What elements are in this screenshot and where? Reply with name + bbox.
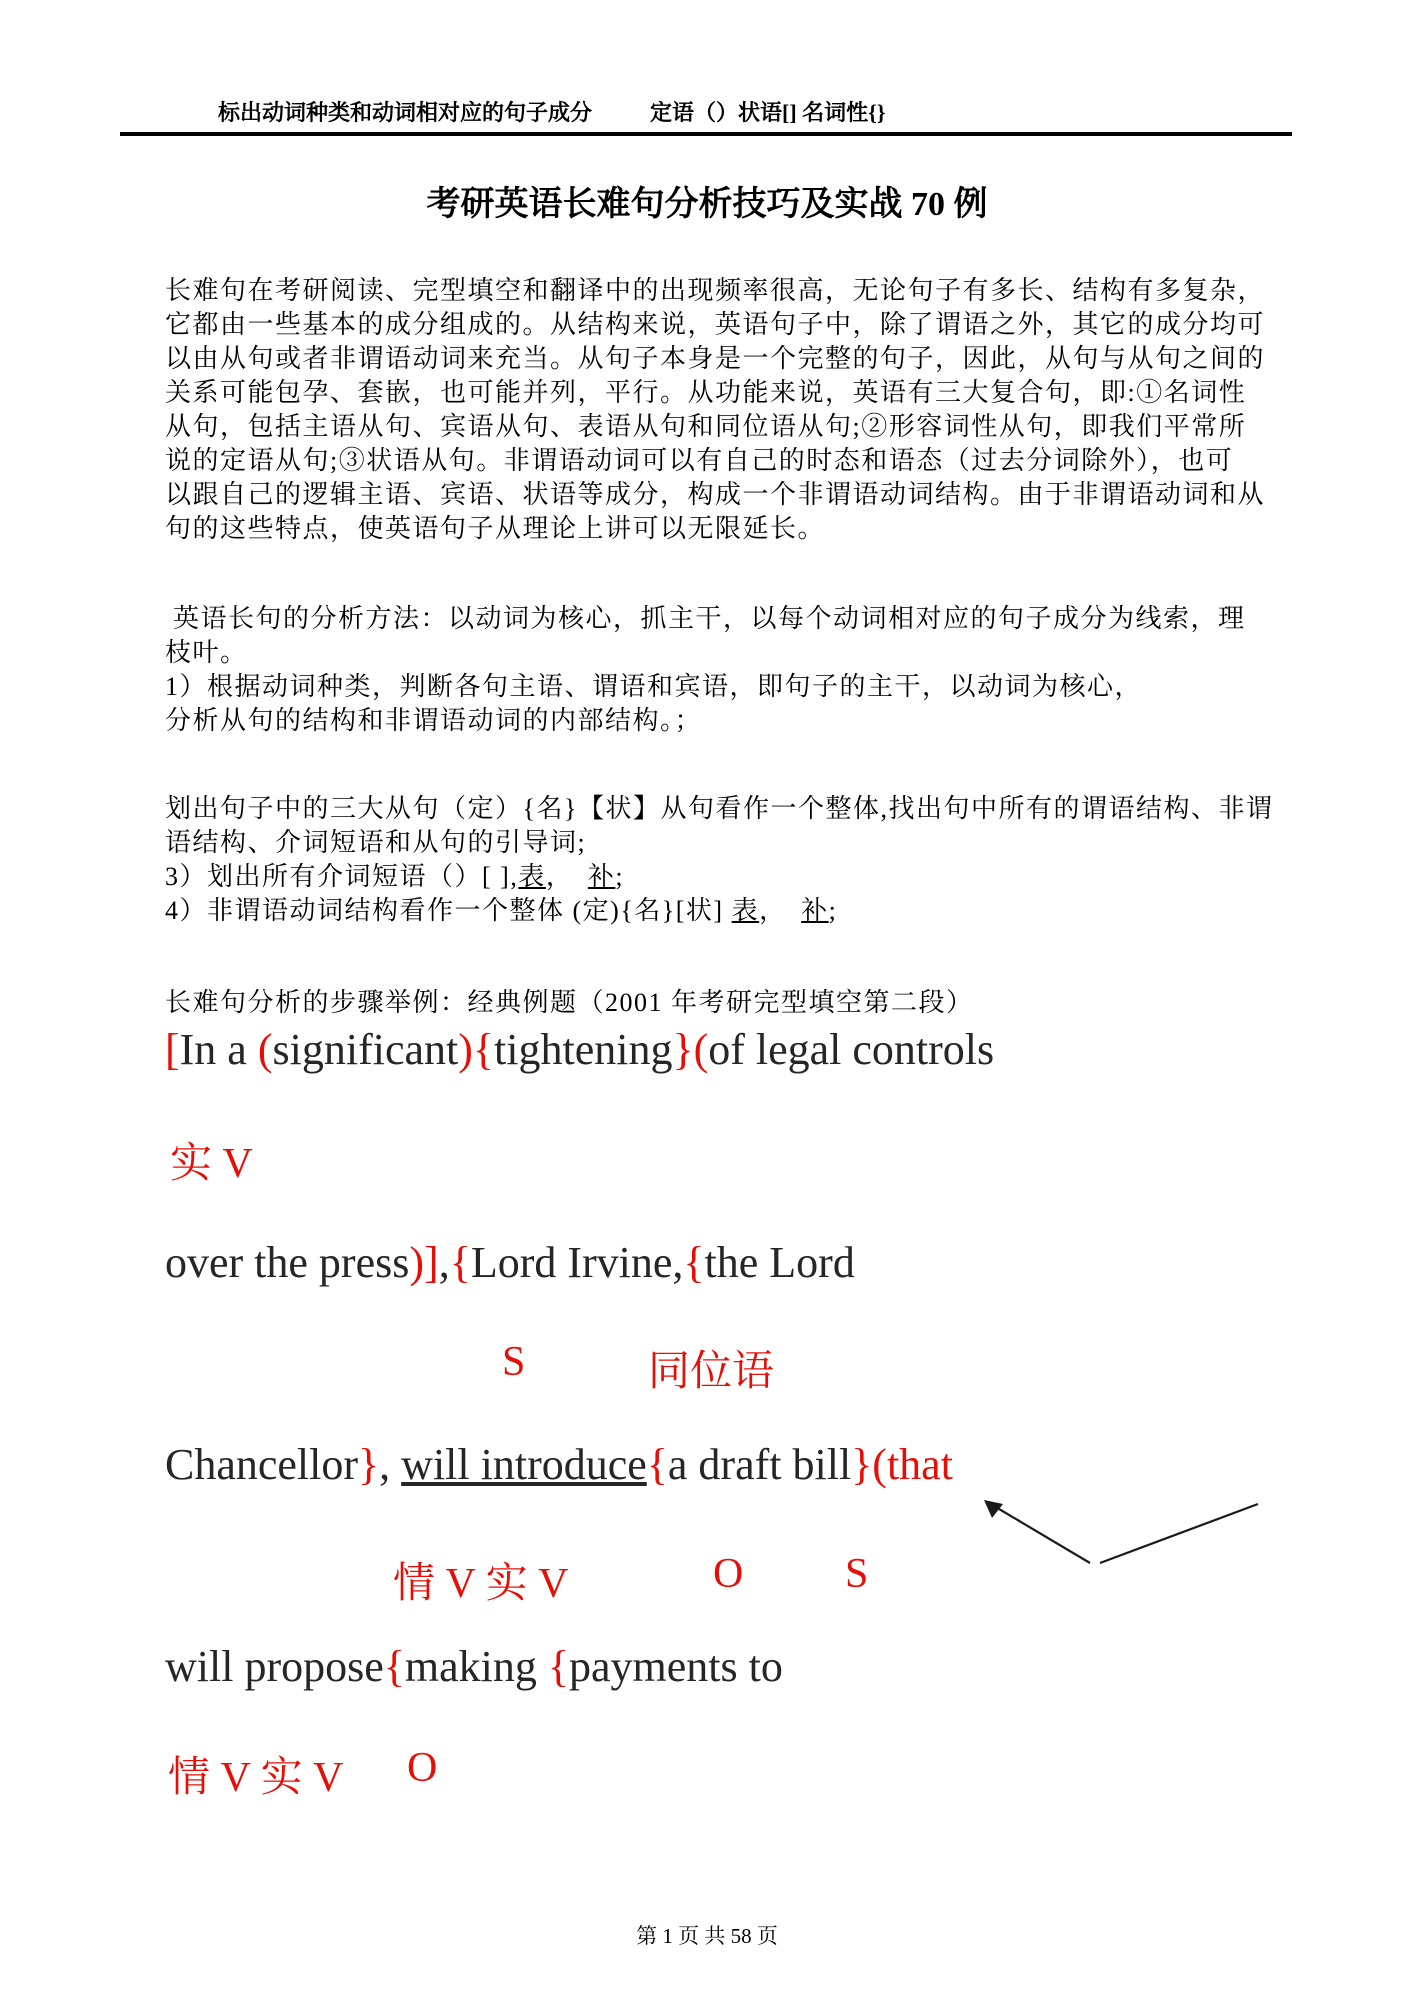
text-segment: { — [383, 1642, 405, 1691]
text-segment: [ — [165, 1025, 180, 1074]
text-segment: { — [449, 1238, 471, 1287]
text-segment: 3）划出所有介词短语（）[ ], — [165, 862, 519, 891]
body-line: 从句，包括主语从句、宾语从句、表语从句和同位语从句;②形容词性从句，即我们平常所 — [165, 412, 1247, 441]
sentence-line-4 — [165, 1641, 783, 1694]
text-segment: a draft bill — [667, 1440, 852, 1489]
text-segment: 补 — [801, 896, 829, 925]
text-segment: tightening — [494, 1025, 673, 1074]
text-segment: { — [646, 1440, 668, 1489]
body-line: 划出句子中的三大从句（定）{名}【状】从句看作一个整体,找出句中所有的谓语结构、非谓 — [165, 794, 1274, 823]
body-line: 1）根据动词种类，判断各句主语、谓语和宾语，即句子的主干，以动词为核心， — [165, 672, 1143, 701]
text-segment: ， — [545, 862, 588, 891]
annotation-object-2: O — [407, 1745, 438, 1791]
body-line: 以由从句或者非谓语动词来充当。从句子本身是一个完整的句子，因此，从句与从句之间的 — [165, 344, 1266, 373]
text-segment: ; — [828, 896, 838, 925]
example-intro-line: 长难句分析的步骤举例：经典例题（2001 年考研完型填空第二段） — [165, 988, 974, 1017]
page-number: 第 1 页 共 58 页 — [636, 1924, 778, 1948]
reference-arrows — [940, 1488, 1270, 1573]
text-segment: 补 — [587, 862, 616, 891]
page-title: 考研英语长难句分析技巧及实战 70 例 — [426, 186, 988, 223]
text-segment: ; — [615, 862, 625, 891]
text-segment: will propose — [165, 1642, 384, 1691]
text-segment: ( — [257, 1025, 273, 1074]
text-segment: Lord Irvine, — [470, 1238, 684, 1287]
sentence-line-3 — [165, 1439, 953, 1492]
sentence-line-1 — [165, 1024, 994, 1077]
body-line: 句的这些特点，使英语句子从理论上讲可以无限延长。 — [165, 514, 826, 543]
annotation-subject: S — [502, 1339, 526, 1385]
body-line: 语结构、介词短语和从句的引导词; — [165, 828, 587, 857]
body-line — [165, 860, 1265, 894]
annotation-shi-v: 实 V — [170, 1141, 253, 1187]
body-line: 英语长句的分析方法：以动词为核心，抓主干，以每个动词相对应的句子成分为线索，理 — [165, 604, 1246, 633]
body-line: 关系可能包孕、套嵌，也可能并列，平行。从功能来说，英语有三大复合句，即:①名词性 — [165, 378, 1247, 407]
text-segment: )] — [409, 1238, 439, 1287]
annotation-object: O — [713, 1551, 744, 1597]
header-right-text: 定语（）状语[] 名词性{} — [650, 100, 886, 125]
annotation-apposition: 同位语 — [648, 1349, 775, 1395]
text-segment: ){ — [458, 1025, 495, 1074]
header-rule — [120, 132, 1292, 136]
text-segment: will introduce — [401, 1440, 647, 1489]
paragraph-method — [165, 602, 1265, 738]
text-segment: 表 — [731, 896, 760, 925]
body-line — [165, 894, 1265, 928]
text-segment: } — [358, 1440, 380, 1489]
text-segment: 表 — [518, 862, 546, 891]
paragraph-intro — [165, 274, 1265, 546]
annotation-verbs-2: 情 V 实 V — [168, 1755, 344, 1801]
text-segment: }( — [672, 1025, 709, 1074]
sentence-line-2 — [165, 1237, 855, 1290]
annotation-verbs: 情 V 实 V — [393, 1561, 569, 1607]
annotation-subject-2: S — [845, 1551, 869, 1597]
text-segment: 4）非谓语动词结构看作一个整体 (定){名}[状] — [165, 896, 732, 925]
body-line: 分析从句的结构和非谓语动词的内部结构。； — [165, 706, 703, 735]
text-segment: { — [683, 1238, 705, 1287]
text-segment: ， — [759, 896, 802, 925]
text-segment: over the press — [165, 1238, 410, 1287]
text-segment: significant — [272, 1025, 459, 1074]
body-line: 说的定语从句;③状语从句。非谓语动词可以有自己的时态和语态（过去分词除外），也可 — [165, 446, 1234, 475]
body-line: 长难句在考研阅读、完型填空和翻译中的出现频率很高，无论句子有多长、结构有多复杂， — [165, 276, 1266, 305]
text-segment: making — [404, 1642, 548, 1691]
text-segment: the Lord — [704, 1238, 855, 1287]
text-segment: { — [547, 1642, 569, 1691]
text-segment: }(that — [851, 1440, 953, 1489]
text-segment: payments to — [569, 1642, 783, 1691]
text-segment: of legal controls — [708, 1025, 995, 1074]
body-line: 它都由一些基本的成分组成的。从结构来说，英语句子中，除了谓语之外，其它的成分均可 — [165, 310, 1266, 339]
text-segment: Chancellor — [165, 1440, 359, 1489]
paragraph-steps — [165, 792, 1274, 928]
text-segment: In a — [179, 1025, 258, 1074]
body-line: 以跟自己的逻辑主语、宾语、状语等成分，构成一个非谓语动词结构。由于非谓语动词和从 — [165, 480, 1266, 509]
header-left-text: 标出动词种类和动词相对应的句子成分 — [218, 100, 593, 125]
text-segment: , — [379, 1440, 402, 1489]
body-line: 枝叶。 — [165, 638, 248, 667]
text-segment: , — [438, 1238, 450, 1287]
